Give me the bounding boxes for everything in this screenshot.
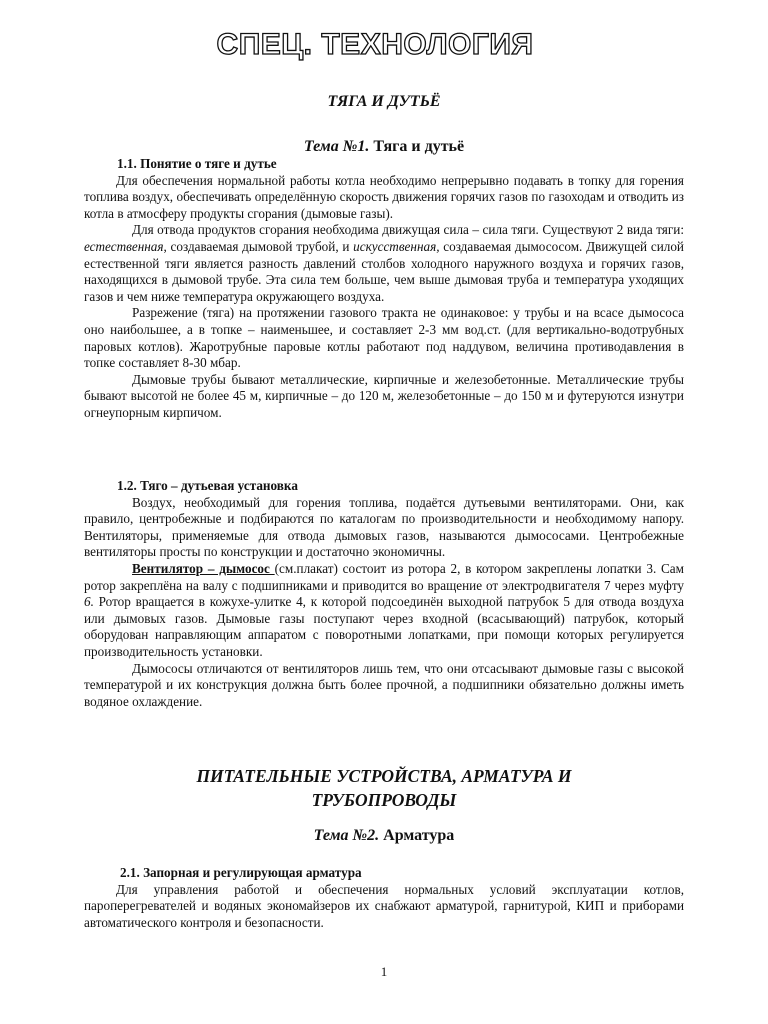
- subsection-1-2: [84, 478, 684, 710]
- term-fan-exhauster: Вентилятор – дымосос: [132, 560, 275, 576]
- subsection-1-1: [84, 156, 684, 422]
- paragraph: Вентилятор – дымосос (см.плакат) состоит из ротора 2, в котором закреплены лопатки 3. Сам ротор закреплёна на валу с подшипниками и приводится во вращение от электродвигателя 7 через муфту 6. Ротор вращается в кожухе-улитке 4, к которой подсоединён выходной патрубок 5 для отвода воздуха или дымовых газов. Дымовые газы поступают через входной (всасывающий) патрубок, который оборудован направляющим аппаратом с поворотными лопатками, при помощи которых регулируется производительность установки.: [84, 560, 685, 659]
- page-number: 1: [380, 964, 388, 979]
- paragraph: Разрежение (тяга) на протяжении газового тракта не одинаковое: у трубы и на всасе дымососа оно наибольшее, а в топке – наименьшее, и составляет 2-3 мм вод.ст. (для вертикально-водотрубных паровых котлов). Жаротрубные паровые котлы работают под наддувом, величина противодавления в топке составляет 8-30 мбар.: [84, 305, 684, 371]
- theme1-prefix: Тема №1.: [303, 138, 370, 155]
- theme1-heading: [84, 137, 684, 157]
- theme1-title: Тяга и дутьё: [373, 138, 465, 155]
- subsection-2-1: [84, 865, 684, 931]
- paragraph: Воздух, необходимый для горения топлива, подаётся дутьевыми вентиляторами. Они, как правило, центробежные и подбираются по каталогам по производительности и необходимому напору. Вентиляторы, применяемые для отвода дымовых газов, называются дымососами. Центробежные вентиляторы просты по конструкции и достаточно экономичны.: [84, 494, 684, 560]
- document-title: СПЕЦ. ТЕХНОЛОГИЯ: [216, 28, 534, 61]
- theme2-heading: [84, 826, 684, 846]
- paragraph: Для обеспечения нормальной работы котла необходимо непрерывно подавать в топку для горения топлива воздух, обеспечивать определённую скорость движения горячих газов по газоходам и отводить из котла в атмосферу продукты сгорания (дымовые газы).: [84, 172, 684, 221]
- section1-heading: ТЯГА И ДУТЬЁ: [327, 93, 441, 110]
- paragraph: Дымососы отличаются от вентиляторов лишь тем, что они отсасывают дымовые газы с высокой температурой и их конструкция должна быть более прочной, а подшипники обязательно должны иметь водяное охлаждение.: [84, 660, 684, 709]
- paragraph: Для отвода продуктов сгорания необходима движущая сила – сила тяги. Существуют 2 вида тяги: естественная, создаваемая дымовой трубой, и искусственная, создаваемая дымососом. Движущей силой естественной тяги является разность давлений столбов холодного наружного воздуха и горячих газов, находящихся в дымовой трубе. Эта сила тем больше, чем выше дымовая труба и температура уходящих газов и чем ниже температура окружающего воздуха.: [84, 222, 684, 304]
- theme2-title: Арматура: [383, 827, 455, 844]
- paragraph: Для управления работой и обеспечения нормальных условий эксплуатации котлов, пароперегревателей и водяных экономайзеров их снабжают арматурой, гарнитурой, КИП и приборами автоматического контроля и безопасности.: [84, 881, 684, 930]
- subsection-2-1-heading: 2.1. Запорная и регулирующая арматура: [120, 865, 362, 880]
- subsection-1-1-heading: 1.1. Понятие о тяге и дутье: [117, 156, 277, 171]
- section2-heading: ПИТАТЕЛЬНЫЕ УСТРОЙСТВА, АРМАТУРА И ТРУБОПРОВОДЫ: [196, 766, 572, 810]
- paragraph: Дымовые трубы бывают металлические, кирпичные и железобетонные. Металлические трубы бывают высотой не более 45 м, кирпичные – до 120 м, железобетонные – до 150 м и футеруются изнутри огнеупорным кирпичом.: [84, 371, 684, 420]
- subsection-1-2-heading: 1.2. Тяго – дутьевая установка: [117, 478, 298, 493]
- theme2-prefix: Тема №2.: [313, 827, 380, 844]
